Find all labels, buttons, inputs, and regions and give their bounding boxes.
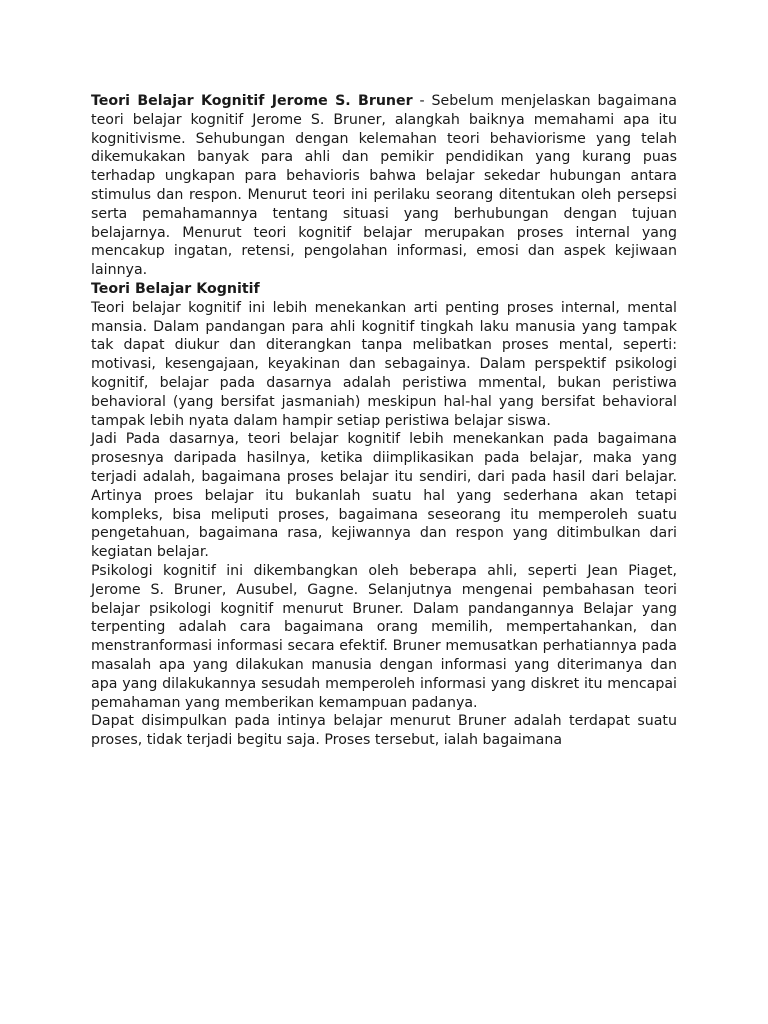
section-heading: Teori Belajar Kognitif [91,280,260,297]
document-page [91,92,677,750]
body-paragraph-1: Teori belajar kognitif ini lebih menekankan arti penting proses internal, mental mansia. Dalam pandangan para ahli kognitif tingkah laku manusia yang tampak tak dapat diukur dan diterangkan tanpa melibatkan proses mental, seperti: motivasi, kesengajaan, keyakinan dan sebagainya. Dalam perspektif psikologi kognitif, belajar pada dasarnya adalah peristiwa mmental, bukan peristiwa behavioral (yang bersifat jasmaniah) meskipun hal-hal yang bersifat behavioral tampak lebih nyata dalam hampir setiap peristiwa belajar siswa. [91,299,677,429]
body-paragraph-3: Psikologi kognitif ini dikembangkan oleh beberapa ahli, seperti Jean Piaget, Jerome S. Bruner, Ausubel, Gagne. Selanjutnya mengenai pembahasan teori belajar psikologi kognitif menurut Bruner. Dalam pandangannya Belajar yang terpenting adalah cara bagaimana orang memilih, mempertahankan, dan menstranformasi informasi secara efektif. Bruner memusatkan perhatiannya pada masalah apa yang dilakukan manusia dengan informasi yang diterimanya dan apa yang dilakukannya sesudah memperoleh informasi yang diskret itu mencapai pemahaman yang memberikan kemampuan padanya. [91,562,677,711]
intro-paragraph [91,92,677,280]
intro-text: - Sebelum menjelaskan bagaimana teori belajar kognitif Jerome S. Bruner, alangkah baiknya memahami apa itu kognitivisme. Sehubungan dengan kelemahan teori behaviorisme yang telah dikemukakan banyak para ahli dan pemikir pendidikan yang kurang puas terhadap ungkapan para behavioris bahwa belajar sekedar hubungan antara stimulus dan respon. Menurut teori ini perilaku seorang ditentukan oleh persepsi serta pemahamannya tentang situasi yang berhubungan dengan tujuan belajarnya. Menurut teori kognitif belajar merupakan proses internal yang mencakup ingatan, retensi, pengolahan informasi, emosi dan aspek kejiwaan lainnya. [91,93,677,279]
body-paragraph-4: Dapat disimpulkan pada intinya belajar menurut Bruner adalah terdapat suatu proses, tidak terjadi begitu saja. Proses tersebut, ialah bagaimana [91,713,677,749]
body-paragraph-2: Jadi Pada dasarnya, teori belajar kognitif lebih menekankan pada bagaimana prosesnya daripada hasilnya, ketika diimplikasikan pada belajar, maka yang terjadi adalah, bagaimana proses belajar itu sendiri, dari pada hasil dari belajar. Artinya proes belajar itu bukanlah suatu hal yang sederhana akan tetapi kompleks, bisa meliputi proses, bagaimana seseorang itu memperoleh suatu pengetahuan, bagaimana rasa, kejiwannya dan respon yang ditimbulkan dari kegiatan belajar. [91,431,677,561]
intro-lead-title: Teori Belajar Kognitif Jerome S. Bruner [91,93,413,109]
